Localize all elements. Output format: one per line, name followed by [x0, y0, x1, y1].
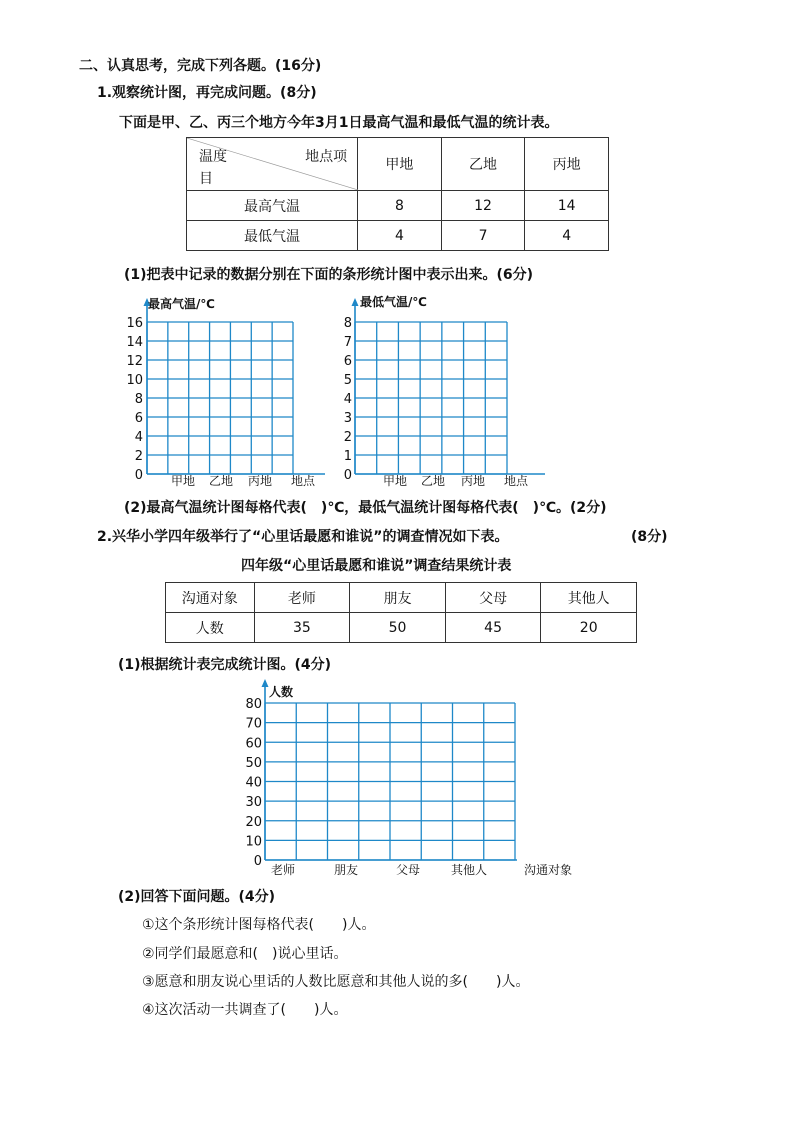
y-tick-label: 1 — [343, 449, 352, 464]
y-tick-label: 8 — [343, 316, 352, 331]
column-header: 丙地 — [525, 138, 609, 191]
q1-title: 1.观察统计图，再完成问题。(8分) — [97, 85, 317, 101]
q1-intro: 下面是甲、乙、丙三个地方今年3月1日最高气温和最低气温的统计表。 — [119, 115, 559, 131]
table-row — [187, 191, 609, 221]
y-tick-label: 3 — [343, 411, 352, 426]
y-tick-label: 6 — [134, 411, 143, 426]
table-cell: 14 — [525, 191, 609, 221]
table-cell: 35 — [254, 613, 350, 643]
y-tick-label: 8 — [134, 392, 143, 407]
y-tick-label: 2 — [343, 430, 352, 445]
x-tick-label: 甲地 — [382, 474, 408, 488]
y-tick-label: 12 — [126, 354, 143, 369]
table-cell: 7 — [441, 221, 525, 251]
y-tick-label: 10 — [126, 373, 143, 388]
y-axis-arrow — [352, 298, 359, 306]
q2-sub1: (1)根据统计表完成统计图。(4分) — [118, 657, 332, 673]
row-label: 最低气温 — [187, 221, 358, 251]
x-tick-label: 其他人 — [450, 863, 488, 877]
x-axis-label: 地点 — [290, 474, 316, 488]
table-cell: 4 — [358, 221, 442, 251]
y-tick-label: 7 — [343, 335, 352, 350]
table-corner-cell — [187, 138, 358, 191]
survey-chart — [205, 676, 590, 880]
question-3: ③愿意和朋友说心里话的人数比愿意和其他人说的多( )人。 — [142, 974, 530, 990]
corner-left-label: 温度 — [199, 149, 227, 165]
x-tick-label: 朋友 — [333, 863, 359, 877]
y-tick-label: 30 — [245, 795, 262, 811]
x-tick-label: 乙地 — [420, 474, 446, 488]
temperature-table — [186, 137, 609, 251]
y-tick-label: 4 — [343, 392, 352, 407]
table-cell: 45 — [445, 613, 541, 643]
y-tick-label: 16 — [126, 316, 143, 331]
column-header: 老师 — [254, 583, 350, 613]
y-tick-label: 5 — [343, 373, 352, 388]
q2-title: 2.兴华小学四年级举行了“心里话最愿和谁说”的调查情况如下表。 — [97, 529, 509, 545]
row-label: 人数 — [166, 613, 255, 643]
question-2: ②同学们最愿意和( )说心里话。 — [142, 946, 348, 962]
y-tick-label: 70 — [245, 716, 262, 732]
table-row — [166, 613, 637, 643]
column-header: 乙地 — [441, 138, 525, 191]
column-header: 沟通对象 — [166, 583, 255, 613]
y-tick-label: 4 — [134, 430, 143, 445]
y-tick-label: 14 — [126, 335, 143, 350]
q2-points: (8分) — [631, 529, 668, 545]
x-tick-label: 丙地 — [460, 474, 486, 488]
y-axis-label: 最低气温/℃ — [360, 295, 427, 309]
table-cell: 4 — [525, 221, 609, 251]
table-cell: 50 — [350, 613, 446, 643]
y-tick-label: 80 — [245, 697, 262, 712]
corner-bottom-label: 目 — [199, 171, 213, 187]
table-cell: 12 — [441, 191, 525, 221]
x-tick-label: 父母 — [395, 863, 421, 877]
y-tick-label: 2 — [134, 449, 143, 464]
q1-sub1: (1)把表中记录的数据分别在下面的条形统计图中表示出来。(6分) — [124, 267, 534, 283]
y-tick-label: 6 — [343, 354, 352, 369]
y-tick-label: 60 — [245, 736, 262, 752]
q2-table-title: 四年级“心里话最愿和谁说”调查结果统计表 — [241, 558, 512, 574]
section-title: 二、认真思考，完成下列各题。(16分) — [79, 58, 322, 74]
table-row — [187, 221, 609, 251]
y-tick-label: 10 — [245, 834, 262, 850]
q1-sub2: (2)最高气温统计图每格代表( )℃，最低气温统计图每格代表( )℃。(2分) — [124, 500, 607, 516]
x-tick-label: 乙地 — [208, 474, 234, 488]
question-1: ①这个条形统计图每格代表( )人。 — [142, 917, 376, 933]
survey-table — [165, 582, 637, 643]
x-axis-label: 沟通对象 — [523, 863, 573, 877]
y-axis-arrow — [262, 679, 269, 687]
table-cell: 20 — [541, 613, 637, 643]
x-tick-label: 甲地 — [170, 474, 196, 488]
x-tick-label: 丙地 — [247, 474, 273, 488]
corner-top-right-label: 地点项 — [305, 149, 348, 165]
max-temp-chart — [110, 288, 335, 490]
column-header: 父母 — [445, 583, 541, 613]
row-label: 最高气温 — [187, 191, 358, 221]
x-axis-label: 地点 — [503, 474, 529, 488]
min-temp-chart — [335, 288, 550, 490]
column-header: 朋友 — [350, 583, 446, 613]
y-tick-label: 20 — [245, 814, 262, 830]
column-header: 甲地 — [358, 138, 442, 191]
y-axis-label: 最高气温/℃ — [148, 297, 215, 311]
y-tick-label: 0 — [134, 468, 143, 483]
column-header: 其他人 — [541, 583, 637, 613]
question-4: ④这次活动一共调查了( )人。 — [142, 1002, 348, 1018]
y-tick-label: 0 — [253, 854, 262, 869]
y-tick-label: 50 — [245, 755, 262, 771]
table-cell: 8 — [358, 191, 442, 221]
y-axis-label: 人数 — [269, 685, 294, 699]
x-tick-label: 老师 — [270, 863, 296, 877]
y-tick-label: 40 — [245, 775, 262, 791]
q2-sub2: (2)回答下面问题。(4分) — [118, 889, 276, 905]
y-tick-label: 0 — [343, 468, 352, 483]
